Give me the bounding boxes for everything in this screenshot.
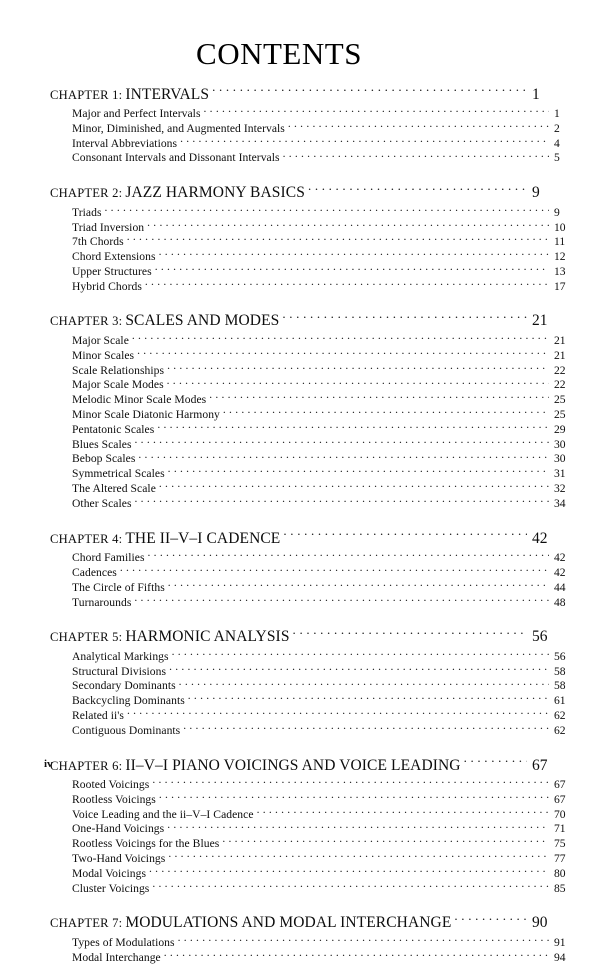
dot-leader — [288, 120, 549, 132]
dot-leader — [222, 836, 549, 848]
toc-entry-page-number: 31 — [554, 467, 566, 481]
toc-entry-page-number: 22 — [554, 363, 566, 377]
toc-entry-page-number: 5 — [554, 151, 560, 165]
dot-leader — [283, 150, 549, 162]
chapter-block — [50, 754, 566, 895]
chapter-heading-row[interactable] — [50, 626, 558, 648]
toc-entry-row[interactable] — [50, 934, 580, 949]
toc-entry-page-number: 22 — [554, 378, 566, 392]
dot-leader — [167, 377, 549, 389]
toc-entry-label: Interval Abbreviations — [72, 136, 178, 150]
toc-entry-label: Backcycling Dominants — [72, 694, 185, 708]
toc-entry-row[interactable] — [50, 120, 580, 135]
dot-leader — [212, 83, 527, 99]
toc-entry-row[interactable] — [50, 678, 580, 693]
toc-entry-row[interactable] — [50, 594, 580, 609]
toc-entry-row[interactable] — [50, 278, 580, 293]
toc-entry-page-number: 2 — [554, 121, 560, 135]
toc-entry-page-number: 61 — [554, 694, 566, 708]
chapter-heading-label — [50, 85, 209, 105]
toc-entry-row[interactable] — [50, 880, 580, 895]
dot-leader — [152, 880, 549, 892]
toc-entry-row[interactable] — [50, 663, 580, 678]
toc-entry-row[interactable] — [50, 451, 580, 466]
toc-entry-row[interactable] — [50, 707, 580, 722]
toc-entry-label: Cluster Voicings — [72, 881, 150, 895]
toc-entry-page-number: 21 — [554, 334, 566, 348]
dot-leader — [180, 135, 549, 147]
toc-entry-row[interactable] — [50, 850, 580, 865]
dot-leader — [293, 626, 527, 642]
dot-leader — [135, 495, 549, 507]
chapter-block — [50, 182, 566, 293]
toc-entry-page-number: 85 — [554, 881, 566, 895]
toc-entry-row[interactable] — [50, 150, 580, 165]
toc-entry-label: Other Scales — [72, 496, 132, 510]
chapter-number-label: CHAPTER 6: — [50, 758, 123, 773]
toc-entry-label: Rootless Voicings — [72, 792, 156, 806]
dot-leader — [167, 821, 549, 833]
chapter-block — [50, 626, 566, 737]
toc-entry-page-number: 94 — [554, 950, 566, 964]
dot-leader — [164, 949, 549, 961]
toc-entry-label: Cadences — [72, 565, 117, 579]
chapter-title-label: MODULATIONS AND MODAL INTERCHANGE — [125, 914, 452, 932]
dot-leader — [169, 663, 549, 675]
chapter-title-label: HARMONIC ANALYSIS — [125, 628, 290, 646]
toc-entry-page-number: 56 — [554, 649, 566, 663]
dot-leader — [105, 204, 549, 216]
toc-entry-label: Minor, Diminished, and Augmented Intervals — [72, 121, 285, 135]
chapter-heading-row[interactable] — [50, 310, 558, 332]
toc-entry-row[interactable] — [50, 263, 580, 278]
toc-entry-row[interactable] — [50, 234, 580, 249]
toc-entry-label: Upper Structures — [72, 264, 152, 278]
toc-entry-label: Chord Families — [72, 551, 145, 565]
chapter-heading-row[interactable] — [50, 754, 558, 776]
toc-entry-label: Major Scale — [72, 334, 129, 348]
chapter-title-label: THE II–V–I CADENCE — [125, 529, 281, 547]
dot-leader — [152, 777, 549, 789]
toc-entry-page-number: 75 — [554, 837, 566, 851]
toc-entry-label: Melodic Minor Scale Modes — [72, 393, 207, 407]
dot-leader — [134, 594, 549, 606]
toc-entry-label: Structural Divisions — [72, 664, 167, 678]
toc-entry-label: Types of Modulations — [72, 935, 175, 949]
toc-entry-page-number: 1 — [554, 107, 560, 121]
chapter-number-label: CHAPTER 2: — [50, 186, 123, 201]
dot-leader — [147, 219, 549, 231]
toc-entry-label: Turnarounds — [72, 595, 132, 609]
toc-entry-row[interactable] — [50, 550, 580, 565]
toc-entry-page-number: 58 — [554, 664, 566, 678]
toc-entry-page-number: 30 — [554, 437, 566, 451]
chapter-title-label: SCALES AND MODES — [125, 312, 280, 330]
toc-entry-page-number: 67 — [554, 792, 566, 806]
toc-entry-page-number: 25 — [554, 393, 566, 407]
toc-entry-label: Two-Hand Voicings — [72, 852, 166, 866]
dot-leader — [135, 436, 549, 448]
toc-entry-page-number: 30 — [554, 452, 566, 466]
toc-entry-label: Secondary Dominants — [72, 679, 176, 693]
dot-leader — [168, 466, 549, 478]
chapter-heading-row[interactable] — [50, 912, 558, 934]
toc-entry-label: Pentatonic Scales — [72, 422, 155, 436]
toc-entry-page-number: 48 — [554, 595, 566, 609]
dot-leader — [138, 451, 549, 463]
chapter-page-number: 56 — [532, 628, 548, 646]
dot-leader — [204, 106, 549, 118]
toc-entry-page-number: 77 — [554, 852, 566, 866]
toc-entry-label: Major and Perfect Intervals — [72, 107, 201, 121]
toc-entry-page-number: 70 — [554, 807, 566, 821]
toc-entry-page-number: 42 — [554, 551, 566, 565]
toc-entry-row[interactable] — [50, 249, 580, 264]
toc-entry-label: Voice Leading and the ii–V–I Cadence — [72, 807, 254, 821]
dot-leader — [282, 310, 527, 326]
page-folio: iv — [44, 758, 53, 770]
toc-entry-label: Analytical Markings — [72, 649, 169, 663]
dot-leader — [454, 912, 527, 928]
toc-entry-page-number: 67 — [554, 778, 566, 792]
chapter-page-number: 9 — [532, 184, 540, 202]
toc-entry-label: The Circle of Fifths — [72, 580, 165, 594]
dot-leader — [127, 234, 549, 246]
dot-leader — [168, 579, 549, 591]
dot-leader — [159, 480, 549, 492]
toc-entry-row[interactable] — [50, 219, 580, 234]
chapter-title-label: INTERVALS — [125, 85, 210, 103]
toc-entry-label: The Altered Scale — [72, 482, 156, 496]
chapter-number-label: CHAPTER 3: — [50, 314, 123, 329]
chapter-heading-row[interactable] — [50, 527, 558, 549]
toc-entry-row[interactable] — [50, 722, 580, 737]
dot-leader — [223, 406, 549, 418]
toc-entry-row[interactable] — [50, 436, 580, 451]
toc-entry-label: One-Hand Voicings — [72, 822, 165, 836]
toc-entry-row[interactable] — [50, 421, 580, 436]
dot-leader — [120, 564, 549, 576]
chapter-heading-label — [50, 529, 280, 549]
dot-leader — [167, 362, 549, 374]
chapter-block — [50, 83, 558, 165]
toc-entry-row[interactable] — [50, 466, 580, 481]
chapter-heading-label — [50, 913, 451, 933]
toc-entry-row[interactable] — [50, 480, 580, 495]
toc-entry-page-number: 25 — [554, 408, 566, 422]
toc-entry-row[interactable] — [50, 495, 580, 510]
toc-entry-page-number: 80 — [554, 866, 566, 880]
toc-entry-label: Triad Inversion — [72, 220, 145, 234]
toc-entry-row[interactable] — [50, 777, 580, 792]
toc-entry-page-number: 71 — [554, 822, 566, 836]
toc-entry-page-number: 34 — [554, 496, 566, 510]
toc-entry-row[interactable] — [50, 648, 580, 663]
chapter-block — [50, 527, 566, 609]
dot-leader — [183, 722, 549, 734]
chapter-number-label: CHAPTER 7: — [50, 916, 123, 931]
toc-entry-label: Modal Voicings — [72, 866, 147, 880]
toc-entry-row[interactable] — [50, 564, 580, 579]
toc-entry-page-number: 11 — [554, 235, 566, 249]
toc-entry-row[interactable] — [50, 362, 580, 377]
toc-entry-row[interactable] — [50, 865, 580, 880]
dot-leader — [464, 754, 527, 770]
toc-entry-row[interactable] — [50, 406, 580, 421]
toc-entry-row[interactable] — [50, 821, 580, 836]
toc-entry-label: Bebop Scales — [72, 452, 136, 466]
chapter-page-number: 90 — [532, 914, 548, 932]
toc-entry-row[interactable] — [50, 791, 580, 806]
chapter-heading-label — [50, 183, 305, 203]
chapter-block — [50, 310, 566, 510]
toc-entry-page-number: 9 — [554, 205, 560, 219]
toc-entry-page-number: 21 — [554, 348, 566, 362]
dot-leader — [178, 934, 549, 946]
toc-entry-label: Chord Extensions — [72, 250, 156, 264]
dot-leader — [283, 527, 527, 543]
chapter-number-label: CHAPTER 1: — [50, 87, 123, 102]
dot-leader — [172, 648, 549, 660]
toc-entry-page-number: 29 — [554, 422, 566, 436]
dot-leader — [209, 392, 549, 404]
toc-entry-page-number: 4 — [554, 136, 560, 150]
toc-entry-page-number: 32 — [554, 482, 566, 496]
toc-entry-page-number: 17 — [554, 279, 566, 293]
toc-entry-label: Rooted Voicings — [72, 778, 150, 792]
chapter-heading-label — [50, 627, 290, 647]
toc-entry-page-number: 62 — [554, 723, 566, 737]
toc-entry-row[interactable] — [50, 347, 580, 362]
toc-entry-page-number: 13 — [554, 264, 566, 278]
dot-leader — [188, 693, 549, 705]
page-title: CONTENTS — [196, 36, 362, 71]
dot-leader — [159, 791, 549, 803]
chapter-heading-label — [50, 311, 279, 331]
dot-leader — [149, 865, 549, 877]
toc-entry-label: Related ii's — [72, 709, 124, 722]
toc-entry-row[interactable] — [50, 806, 580, 821]
dot-leader — [145, 278, 549, 290]
toc-entry-page-number: 10 — [554, 220, 566, 234]
chapter-number-label: CHAPTER 4: — [50, 531, 123, 546]
toc-entry-page-number: 42 — [554, 565, 566, 579]
chapter-heading-row[interactable] — [50, 182, 558, 204]
toc-entry-row[interactable] — [50, 135, 580, 150]
dot-leader — [148, 550, 549, 562]
toc-entry-row[interactable] — [50, 204, 580, 219]
dot-leader — [257, 806, 549, 818]
toc-entry-row[interactable] — [50, 377, 580, 392]
chapter-heading-row[interactable] — [50, 83, 558, 105]
toc-entry-label: Modal Interchange — [72, 950, 161, 964]
toc-entry-label: Contiguous Dominants — [72, 723, 181, 737]
chapter-page-number: 1 — [532, 85, 540, 103]
toc-entry-label: Triads — [72, 205, 102, 219]
toc-entry-page-number: 12 — [554, 250, 566, 264]
dot-leader — [157, 421, 549, 433]
toc-entry-row[interactable] — [50, 579, 580, 594]
dot-leader — [168, 850, 549, 862]
dot-leader — [308, 182, 527, 198]
toc-entry-page-number: 62 — [554, 709, 566, 722]
dot-leader — [127, 707, 549, 719]
dot-leader — [179, 678, 549, 690]
chapter-page-number: 67 — [532, 756, 548, 774]
toc-entry-page-number: 58 — [554, 679, 566, 693]
toc-entry-page-number: 91 — [554, 935, 566, 949]
dot-leader — [159, 249, 549, 261]
toc-entry-page-number: 44 — [554, 580, 566, 594]
toc-entry-row[interactable] — [50, 392, 580, 407]
toc-entry-label: Minor Scale Diatonic Harmony — [72, 408, 220, 422]
toc-entry-row[interactable] — [50, 949, 580, 964]
dot-leader — [132, 332, 549, 344]
toc-entry-label: Consonant Intervals and Dissonant Intervals — [72, 151, 280, 165]
toc-entry-row[interactable] — [50, 106, 580, 121]
chapter-heading-label — [50, 756, 461, 776]
chapter-page-number: 21 — [532, 312, 548, 330]
dot-leader — [137, 347, 549, 359]
chapter-block — [50, 912, 566, 964]
toc-entry-row[interactable] — [50, 332, 580, 347]
chapter-title-label: JAZZ HARMONY BASICS — [125, 184, 305, 202]
chapter-number-label: CHAPTER 5: — [50, 630, 123, 645]
toc-entry-label: Rootless Voicings for the Blues — [72, 837, 220, 851]
dot-leader — [155, 263, 549, 275]
toc-entry-label: Major Scale Modes — [72, 378, 164, 392]
table-of-contents — [0, 69, 600, 964]
toc-entry-label: Hybrid Chords — [72, 279, 142, 293]
toc-entry-label: Scale Relationships — [72, 363, 165, 377]
toc-entry-label: Minor Scales — [72, 348, 135, 362]
toc-entry-label: 7th Chords — [72, 235, 124, 249]
chapter-page-number: 42 — [532, 529, 548, 547]
toc-entry-row[interactable] — [50, 836, 580, 851]
toc-entry-label: Symmetrical Scales — [72, 467, 165, 481]
toc-entry-label: Blues Scales — [72, 437, 132, 451]
chapter-title-label: II–V–I PIANO VOICINGS AND VOICE LEADING — [125, 756, 461, 774]
toc-entry-row[interactable] — [50, 693, 580, 708]
